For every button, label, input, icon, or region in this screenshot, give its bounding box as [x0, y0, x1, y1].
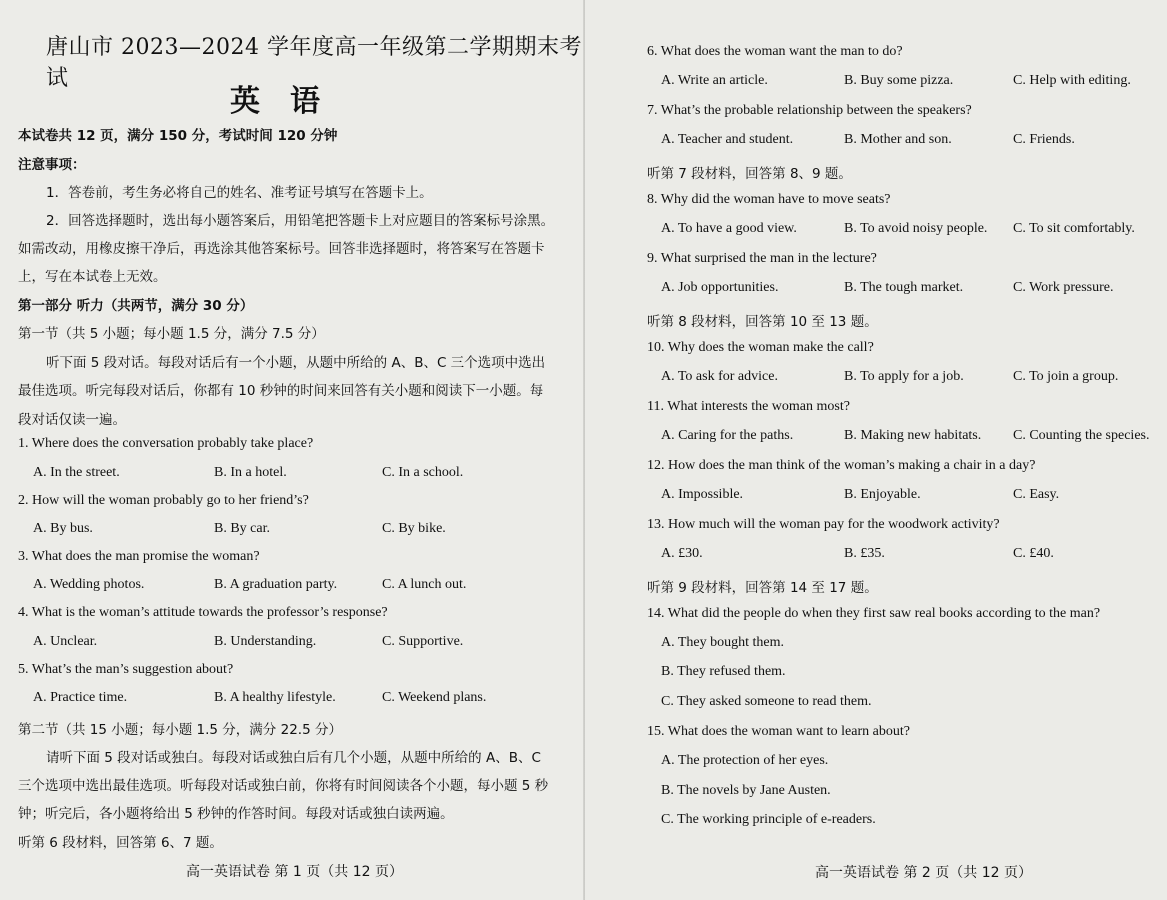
- question-text: 5. What’s the man’s suggestion about?: [18, 662, 234, 677]
- option-b: B. To avoid noisy people.: [844, 221, 988, 236]
- question-text: 14. What did the people do when they first saw real books according to the man?: [647, 606, 1101, 621]
- material-heading: 听第 8 段材料，回答第 10 至 13 题。: [647, 314, 878, 330]
- option-a: A. They bought them.: [661, 635, 785, 650]
- option-a: A. Practice time.: [33, 690, 128, 705]
- notice-heading: 注意事项：: [18, 157, 86, 173]
- subject-title: 英语: [230, 84, 350, 119]
- question-text: 4. What is the woman’s attitude towards the professor’s response?: [18, 605, 388, 620]
- option-c: C. Supportive.: [382, 634, 464, 649]
- option-b: B. A graduation party.: [214, 577, 338, 592]
- question-text: 9. What surprised the man in the lecture?: [647, 251, 877, 266]
- notice-item: 上，写在本试卷上无效。: [18, 269, 167, 285]
- notice-item: 如需改动，用橡皮擦干净后，再选涂其他答案标号。回答非选择题时，将答案写在答题卡: [18, 241, 545, 257]
- question-text: 12. How does the man think of the woman’s making a chair in a day?: [647, 458, 1036, 473]
- option-b: B. Buy some pizza.: [844, 73, 954, 88]
- option-c: C. To join a group.: [1013, 369, 1119, 384]
- material-heading: 听第 6 段材料，回答第 6、7 题。: [18, 835, 223, 851]
- material-heading: 听第 9 段材料，回答第 14 至 17 题。: [647, 580, 878, 596]
- option-c: C. The working principle of e-readers.: [661, 812, 876, 827]
- option-b: B. A healthy lifestyle.: [214, 690, 336, 705]
- option-b: B. By car.: [214, 521, 270, 536]
- question-text: 6. What does the woman want the man to do?: [647, 44, 903, 59]
- option-c: C. Friends.: [1013, 132, 1075, 147]
- option-a: A. The protection of her eyes.: [661, 753, 829, 768]
- section-instructions: 听下面 5 段对话。每段对话后有一个小题，从题中所给的 A、B、C 三个选项中选出: [46, 355, 546, 371]
- option-b: B. Making new habitats.: [844, 428, 982, 443]
- option-a: A. By bus.: [33, 521, 93, 536]
- section-instructions: 钟；听完后，各小题将给出 5 秒钟的作答时间。每段对话或独白读两遍。: [18, 806, 454, 822]
- option-c: C. Help with editing.: [1013, 73, 1131, 88]
- section-instructions: 段对话仅读一遍。: [18, 412, 126, 428]
- question-text: 7. What’s the probable relationship between the speakers?: [647, 103, 972, 118]
- option-a: A. Impossible.: [661, 487, 744, 502]
- option-b: B. £35.: [844, 546, 885, 561]
- option-a: A. Teacher and student.: [661, 132, 794, 147]
- option-b: B. Enjoyable.: [844, 487, 921, 502]
- question-text: 10. Why does the woman make the call?: [647, 340, 874, 355]
- option-b: B. The novels by Jane Austen.: [661, 783, 831, 798]
- option-c: C. Weekend plans.: [382, 690, 487, 705]
- part-heading: 第一部分 听力（共两节，满分 30 分）: [18, 298, 254, 314]
- option-c: C. To sit comfortably.: [1013, 221, 1135, 236]
- option-c: C. Counting the species.: [1013, 428, 1150, 443]
- option-b: B. Mother and son.: [844, 132, 952, 147]
- section-instructions: 三个选项中选出最佳选项。听每段对话或独白前，你将有时间阅读各个小题，每小题 5 秒: [18, 778, 549, 794]
- option-c: C. In a school.: [382, 465, 464, 480]
- exam-info: 本试卷共 12 页，满分 150 分，考试时间 120 分钟: [18, 128, 338, 144]
- question-text: 15. What does the woman want to learn about?: [647, 724, 910, 739]
- page-footer: 高一英语试卷 第 1 页（共 12 页）: [186, 864, 403, 880]
- option-a: A. To have a good view.: [661, 221, 797, 236]
- option-a: A. Write an article.: [661, 73, 768, 88]
- section-heading: 第二节（共 15 小题；每小题 1.5 分，满分 22.5 分）: [18, 722, 342, 738]
- question-text: 3. What does the man promise the woman?: [18, 549, 260, 564]
- option-a: A. Wedding photos.: [33, 577, 145, 592]
- material-heading: 听第 7 段材料，回答第 8、9 题。: [647, 166, 852, 182]
- option-b: B. The tough market.: [844, 280, 964, 295]
- page-footer: 高一英语试卷 第 2 页（共 12 页）: [815, 865, 1032, 881]
- question-text: 13. How much will the woman pay for the woodwork activity?: [647, 517, 1000, 532]
- option-c: C. By bike.: [382, 521, 446, 536]
- option-b: B. Understanding.: [214, 634, 317, 649]
- option-c: C. Work pressure.: [1013, 280, 1114, 295]
- option-b: B. In a hotel.: [214, 465, 287, 480]
- option-a: A. Unclear.: [33, 634, 98, 649]
- notice-item: 1．答卷前，考生务必将自己的姓名、准考证号填写在答题卡上。: [46, 185, 433, 201]
- option-b: B. To apply for a job.: [844, 369, 964, 384]
- question-text: 1. Where does the conversation probably take place?: [18, 436, 314, 451]
- exam-title: 唐山市 2023—2024 学年度高一年级第二学期期末考试: [46, 35, 582, 91]
- notice-item: 2．回答选择题时，选出每小题答案后，用铅笔把答题卡上对应题目的答案标号涂黑。: [46, 213, 555, 229]
- option-a: A. In the street.: [33, 465, 120, 480]
- exam-page-2: [585, 0, 1167, 900]
- option-c: C. Easy.: [1013, 487, 1060, 502]
- section-heading: 第一节（共 5 小题；每小题 1.5 分，满分 7.5 分）: [18, 326, 325, 342]
- option-a: A. Job opportunities.: [661, 280, 779, 295]
- option-b: B. They refused them.: [661, 664, 786, 679]
- option-a: A. To ask for advice.: [661, 369, 778, 384]
- question-text: 11. What interests the woman most?: [647, 399, 850, 414]
- question-text: 8. Why did the woman have to move seats?: [647, 192, 891, 207]
- option-a: A. £30.: [661, 546, 703, 561]
- question-text: 2. How will the woman probably go to her friend’s?: [18, 493, 309, 508]
- option-c: C. A lunch out.: [382, 577, 467, 592]
- option-c: C. £40.: [1013, 546, 1054, 561]
- section-instructions: 最佳选项。听完每段对话后，你都有 10 秒钟的时间来回答有关小题和阅读下一小题。每: [18, 383, 544, 399]
- option-a: A. Caring for the paths.: [661, 428, 794, 443]
- section-instructions: 请听下面 5 段对话或独白。每段对话或独白后有几个小题，从题中所给的 A、B、C: [46, 750, 541, 766]
- option-c: C. They asked someone to read them.: [661, 694, 872, 709]
